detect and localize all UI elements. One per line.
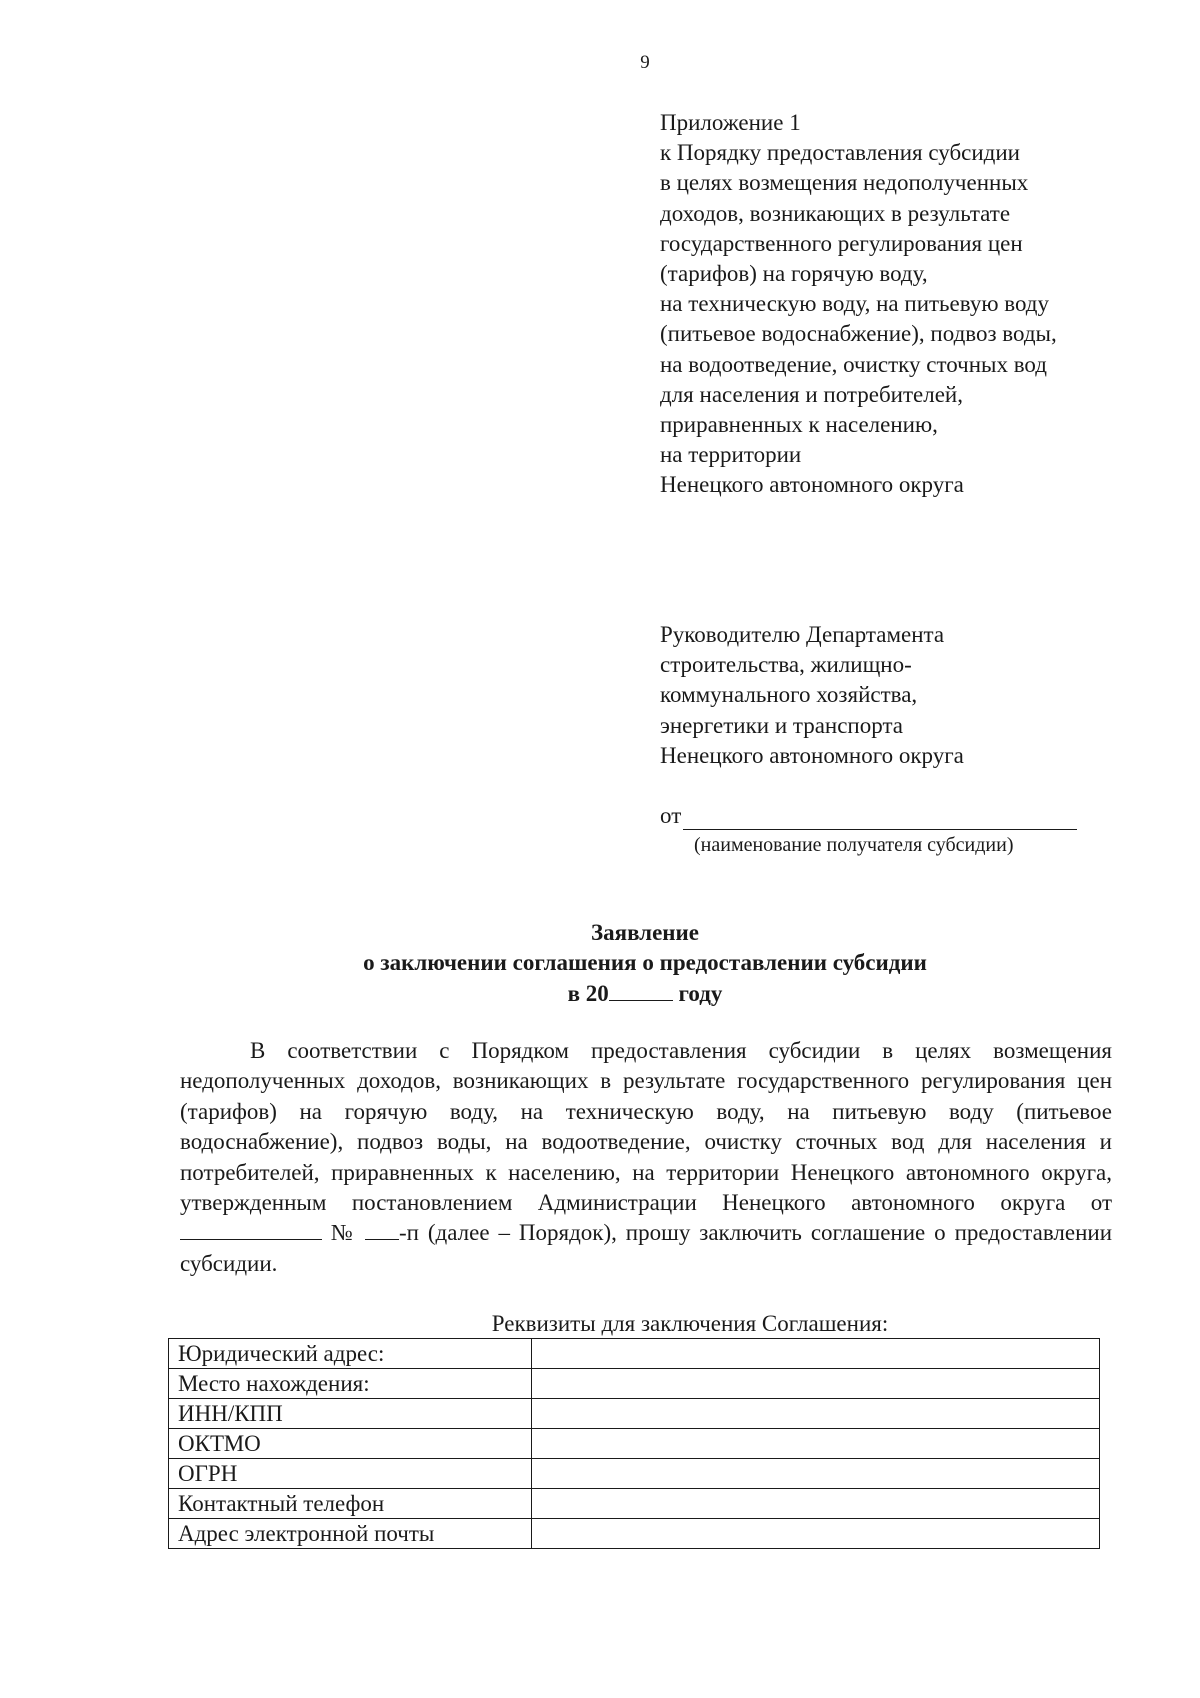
appendix-line: доходов, возникающих в результате: [660, 200, 1011, 226]
appendix-line: государственного регулирования цен: [660, 230, 1023, 256]
sender-caption: (наименование получателя субсидии): [694, 834, 1014, 856]
body-text: [180, 1036, 1112, 1279]
body-text-part-3: -п (далее – Порядок), прошу заключить соглашение о предоставлении субсидии.: [180, 1220, 1113, 1276]
appendix-line: Приложение 1: [660, 110, 801, 135]
table-row: [169, 1339, 1100, 1369]
requisite-label: ОКТМО: [169, 1429, 532, 1459]
table-row: [169, 1489, 1100, 1519]
title-line-1: Заявление: [590, 920, 700, 945]
appendix-line: к Порядку предоставления субсидии: [660, 140, 1020, 166]
body-paragraph: [180, 1036, 1112, 1279]
document-title: [150, 918, 1140, 1009]
appendix-line: (питьевое водоснабжение), подвоз воды,: [660, 321, 1057, 347]
recipient-line: коммунального хозяйства,: [660, 682, 918, 708]
table-row: [169, 1519, 1100, 1549]
decree-date-field[interactable]: [180, 1219, 322, 1240]
appendix-header: [660, 108, 1180, 501]
sender-name-field[interactable]: [683, 805, 1077, 830]
requisite-label: Адрес электронной почты: [169, 1519, 532, 1549]
page-number: 9: [640, 52, 650, 73]
appendix-line: Ненецкого автономного округа: [660, 472, 964, 498]
appendix-line: на водоотведение, очистку сточных вод: [660, 351, 1047, 377]
appendix-line: (тарифов) на горячую воду,: [660, 261, 928, 287]
recipient-line: строительства, жилищно-: [660, 652, 912, 678]
recipient-line: Руководителю Департамента: [660, 622, 945, 647]
requisites-table: [168, 1338, 1100, 1549]
appendix-line: для населения и потребителей,: [660, 381, 963, 407]
requisite-value[interactable]: [532, 1369, 1100, 1399]
table-row: [169, 1399, 1100, 1429]
title-line-2: о заключении соглашения о предоставлении субсидии: [363, 950, 927, 975]
title-year-prefix: в 20: [567, 981, 609, 1006]
recipient-block: [660, 620, 1180, 771]
table-row: [169, 1369, 1100, 1399]
appendix-line: на техническую воду, на питьевую воду: [660, 291, 1050, 317]
requisite-value[interactable]: [532, 1339, 1100, 1369]
requisite-value[interactable]: [532, 1399, 1100, 1429]
table-row: [169, 1459, 1100, 1489]
recipient-line: энергетики и транспорта: [660, 712, 903, 738]
requisite-value[interactable]: [532, 1429, 1100, 1459]
appendix-line: на территории: [660, 442, 802, 468]
requisite-label: ИНН/КПП: [169, 1399, 532, 1429]
requisite-label: ОГРН: [169, 1459, 532, 1489]
appendix-line: в целях возмещения недополученных: [660, 170, 1029, 196]
title-line-3: [150, 978, 1140, 1009]
requisite-value[interactable]: [532, 1519, 1100, 1549]
body-text-part-1: В соответствии с Порядком предоставления субсидии в целях возмещения недополученных доходов, возникающих в результате государственного регулирования цен (тарифов) на горячую воду, на техническую воду, на питьевую воду (питьевое водоснабжение), подвоз воды, на водоотведение, очистку сточных вод для населения и потребителей, приравненных к населению, на территории Ненецкого автономного округа, утвержденным постановлением Администрации Ненецкого автономного округа от: [180, 1038, 1112, 1216]
requisite-label: Место нахождения:: [169, 1369, 532, 1399]
requisite-label: Юридический адрес:: [169, 1339, 532, 1369]
decree-number-field[interactable]: [365, 1219, 399, 1240]
recipient-line: Ненецкого автономного округа: [660, 742, 964, 768]
year-field[interactable]: [609, 978, 673, 1001]
requisite-label: Контактный телефон: [169, 1489, 532, 1519]
sender-block: [660, 802, 1110, 858]
requisite-value[interactable]: [532, 1459, 1100, 1489]
sender-label: от: [660, 803, 682, 828]
requisites-caption: Реквизиты для заключения Соглашения:: [491, 1311, 889, 1336]
table-row: [169, 1429, 1100, 1459]
sender-row: [660, 802, 1110, 830]
requisite-value[interactable]: [532, 1489, 1100, 1519]
title-year-suffix: году: [672, 981, 723, 1006]
body-text-part-2: №: [322, 1220, 365, 1246]
appendix-line: приравненных к населению,: [660, 412, 938, 438]
